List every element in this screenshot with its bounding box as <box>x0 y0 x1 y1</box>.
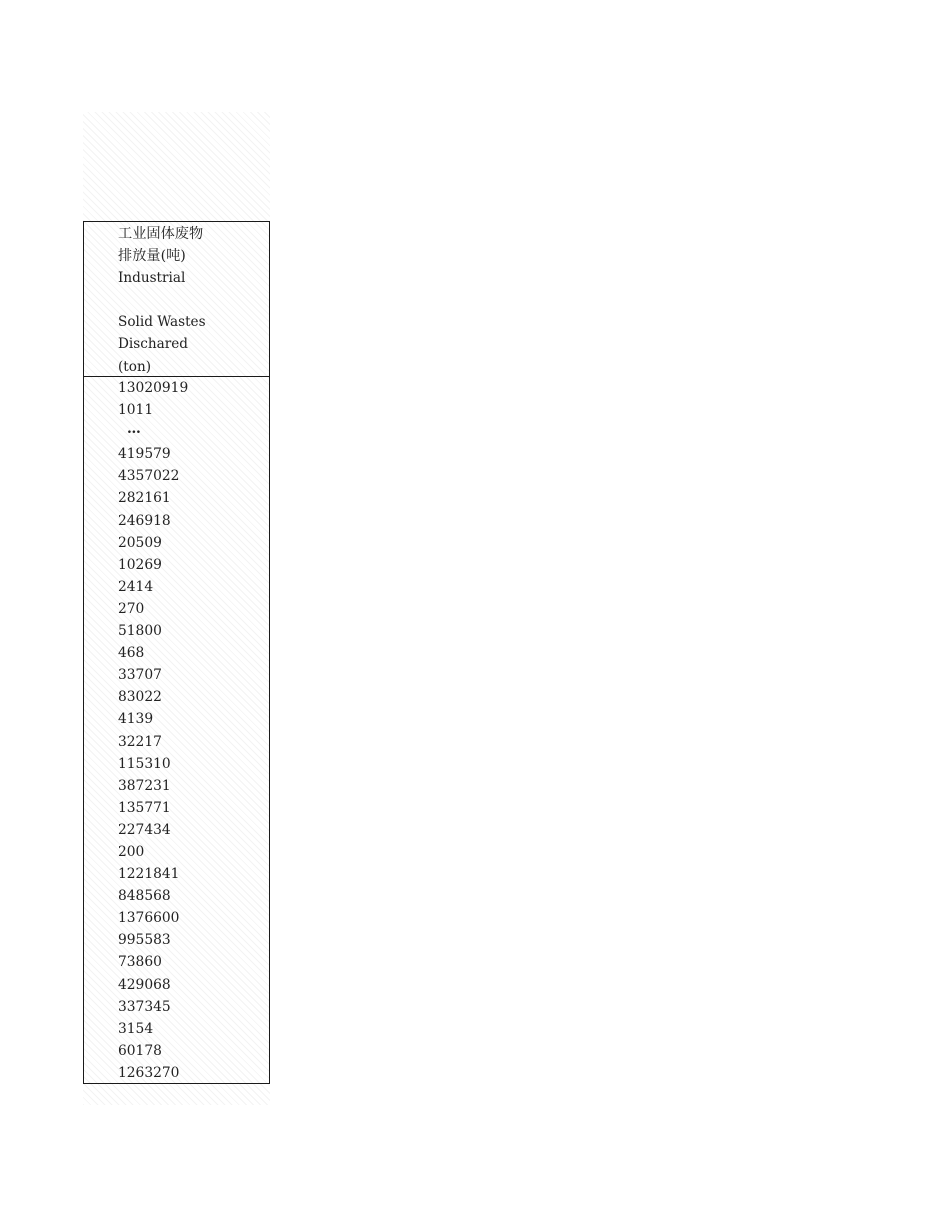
table-cell: 10269 <box>118 556 162 573</box>
table-cell: 227434 <box>118 821 171 838</box>
table-cell: 2414 <box>118 578 154 595</box>
table-cell: 60178 <box>118 1042 162 1059</box>
value-list <box>118 377 188 1084</box>
table-cell: 51800 <box>118 623 162 640</box>
table-cell: 4139 <box>118 711 154 728</box>
table-cell: 73860 <box>118 954 162 971</box>
header-line-zh-1: 工业固体废物 <box>118 226 204 242</box>
table-cell: 200 <box>118 843 145 860</box>
table-cell: 13020919 <box>118 380 189 396</box>
table-cell: 1011 <box>118 402 154 419</box>
table-cell: 20509 <box>118 534 162 551</box>
data-table <box>83 221 270 1084</box>
table-cell: 246918 <box>118 512 171 529</box>
table-cell: 468 <box>118 645 145 662</box>
table-cell: 33707 <box>118 667 162 684</box>
table-cell: 282161 <box>118 490 171 507</box>
table-cell: 848568 <box>118 888 171 905</box>
header-line-en-2: Solid Wastes <box>118 314 206 331</box>
header-line-zh-2: 排放量(吨) <box>118 248 186 265</box>
header-line-blank <box>118 289 269 311</box>
ellipsis-cell: … <box>127 421 141 438</box>
header-line-unit: (ton) <box>118 358 152 375</box>
table-cell: 115310 <box>118 755 171 772</box>
header-line-en-3: Dischared <box>118 336 188 353</box>
table-cell: 1376600 <box>118 910 180 927</box>
table-cell: 1221841 <box>118 866 180 883</box>
table-cell: 3154 <box>118 1020 154 1037</box>
column-header <box>84 222 269 377</box>
table-cell: 4357022 <box>118 468 180 485</box>
table-cell: 387231 <box>118 777 171 794</box>
table-cell: 429068 <box>118 976 171 993</box>
table-cell: 1263270 <box>118 1064 180 1081</box>
table-cell: 337345 <box>118 998 171 1015</box>
header-line-en-1: Industrial <box>118 270 186 287</box>
table-cell: 995583 <box>118 932 171 949</box>
table-cell: 419579 <box>118 446 171 463</box>
table-cell: 270 <box>118 600 145 617</box>
table-cell: 135771 <box>118 799 171 816</box>
table-cell: 32217 <box>118 733 162 750</box>
table-cell: 83022 <box>118 689 162 706</box>
